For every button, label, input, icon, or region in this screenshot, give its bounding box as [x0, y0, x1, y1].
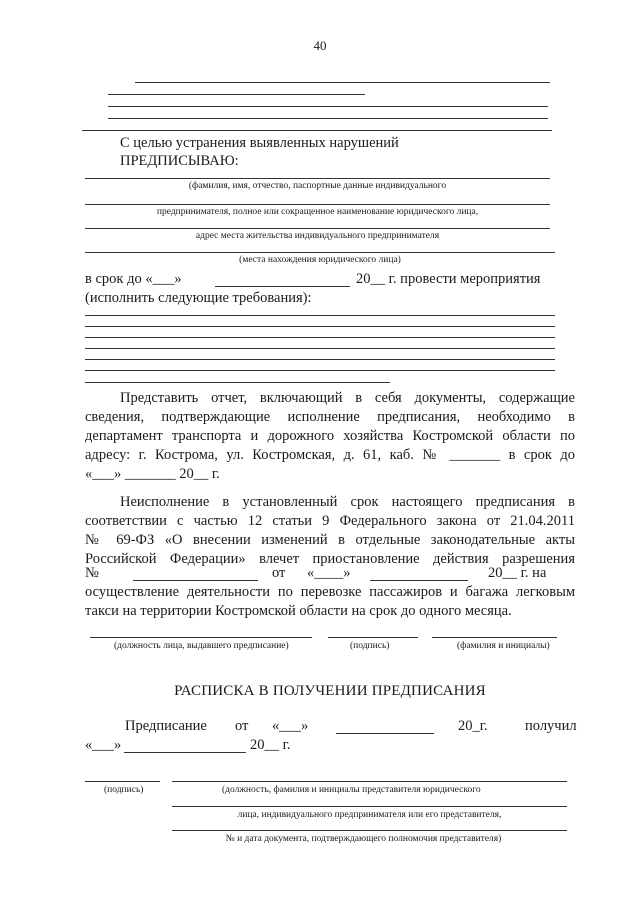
fill-line: [85, 204, 550, 205]
report-line-5: «___» _______ 20__ г.: [85, 466, 220, 482]
signature-line: [328, 637, 418, 638]
receipt-day: «___»: [272, 718, 309, 734]
receipt-received-label: получил: [525, 718, 577, 734]
receipt-title: РАСПИСКА В ПОЛУЧЕНИИ ПРЕДПИСАНИЯ: [174, 683, 486, 699]
receipt-instruction-label: Предписание: [125, 718, 207, 734]
receipt-caption-doc: № и дата документа, подтверждающего полномочия представителя): [225, 834, 502, 844]
fill-line: [85, 252, 555, 253]
caption-fio: (фамилия, имя, отчество, паспортные данные индивидуального: [188, 181, 447, 191]
blank-line: [108, 118, 548, 119]
nonfulfillment-line-6: осуществление деятельности по перевозке пассажиров и багажа легковым: [85, 584, 575, 600]
name-line: [432, 637, 557, 638]
requirement-line: [85, 315, 555, 316]
receipt-entity-line: [172, 806, 567, 807]
nonfulfillment-line-3: № 69-ФЗ «О внесении изменений в отдельные законодательные акты: [85, 532, 575, 548]
blank-receipt-month: [336, 733, 434, 734]
blank-line: [108, 106, 548, 107]
page-number: 40: [313, 38, 327, 53]
receipt-from-label: от: [235, 718, 249, 734]
fill-line: [85, 178, 550, 179]
receipt-year-2: 20__ г.: [250, 737, 291, 753]
caption-location: (места нахождения юридического лица): [239, 255, 401, 265]
blank-line: [135, 82, 550, 83]
permit-from-label: от: [272, 565, 286, 581]
instruction-heading: ПРЕДПИСЫВАЮ:: [120, 153, 239, 169]
caption-position: (должность лица, выдавшего предписание): [114, 641, 289, 651]
deadline-requirements: (исполнить следующие требования):: [85, 290, 312, 306]
report-line-3: департамент транспорта и дорожного хозяйства Костромской области по: [85, 428, 575, 444]
permit-year: 20__ г. на: [488, 565, 547, 581]
receipt-year: 20_г.: [458, 718, 488, 734]
caption-entrepreneur: предпринимателя, полное или сокращенное наименование юридического лица,: [156, 207, 479, 217]
nonfulfillment-line-1: Неисполнение в установленный срок настоящего предписания в: [120, 494, 575, 510]
deadline-start: в срок до «___»: [85, 271, 182, 287]
receipt-caption-rep: (должность, фамилия и инициалы представителя юридического: [222, 785, 481, 795]
blank-permit-month: [370, 580, 468, 581]
report-line-2: сведения, подтверждающие исполнение предписания, необходимо в: [85, 409, 575, 425]
blank-month: [215, 286, 350, 287]
receipt-caption-entity: лица, индивидуального предпринимателя или его представителя,: [237, 810, 502, 820]
permit-day: «____»: [307, 565, 351, 581]
receipt-doc-line: [172, 830, 567, 831]
caption-name: (фамилия и инициалы): [457, 641, 550, 651]
blank-line: [82, 130, 552, 131]
deadline-end: 20__ г. провести мероприятия: [356, 271, 541, 287]
requirement-line: [85, 348, 555, 349]
permit-number-label: №: [85, 565, 99, 581]
requirement-line: [85, 359, 555, 360]
blank-receipt-month-2: [124, 752, 246, 753]
requirement-line: [85, 326, 555, 327]
nonfulfillment-line-2: соответствии с частью 12 статьи 9 Федерального закона от 21.04.2011: [85, 513, 575, 529]
caption-signature: (подпись): [350, 641, 390, 651]
receipt-caption-signature: (подпись): [104, 785, 144, 795]
receipt-day-2: «___»: [85, 737, 122, 753]
requirement-line: [85, 337, 555, 338]
caption-address: адрес места жительства индивидуального предпринимателя: [195, 231, 440, 241]
blank-line: [108, 94, 365, 95]
receipt-signature-line: [85, 781, 160, 782]
intro-line: С целью устранения выявленных нарушений: [120, 135, 399, 151]
nonfulfillment-line-7: такси на территории Костромской области на срок до одного месяца.: [85, 603, 512, 619]
receipt-rep-line: [172, 781, 567, 782]
position-line: [90, 637, 312, 638]
report-line-1: Представить отчет, включающий в себя документы, содержащие: [120, 390, 575, 406]
report-line-4: адресу: г. Кострома, ул. Костромская, д. 61, каб. № _______ в срок до: [85, 447, 575, 463]
nonfulfillment-line-4: Российской Федерации» влечет приостановление действия разрешения: [85, 551, 575, 567]
requirement-line: [85, 370, 555, 371]
fill-line: [85, 228, 550, 229]
requirement-line: [85, 382, 390, 383]
blank-permit-number: [133, 580, 258, 581]
